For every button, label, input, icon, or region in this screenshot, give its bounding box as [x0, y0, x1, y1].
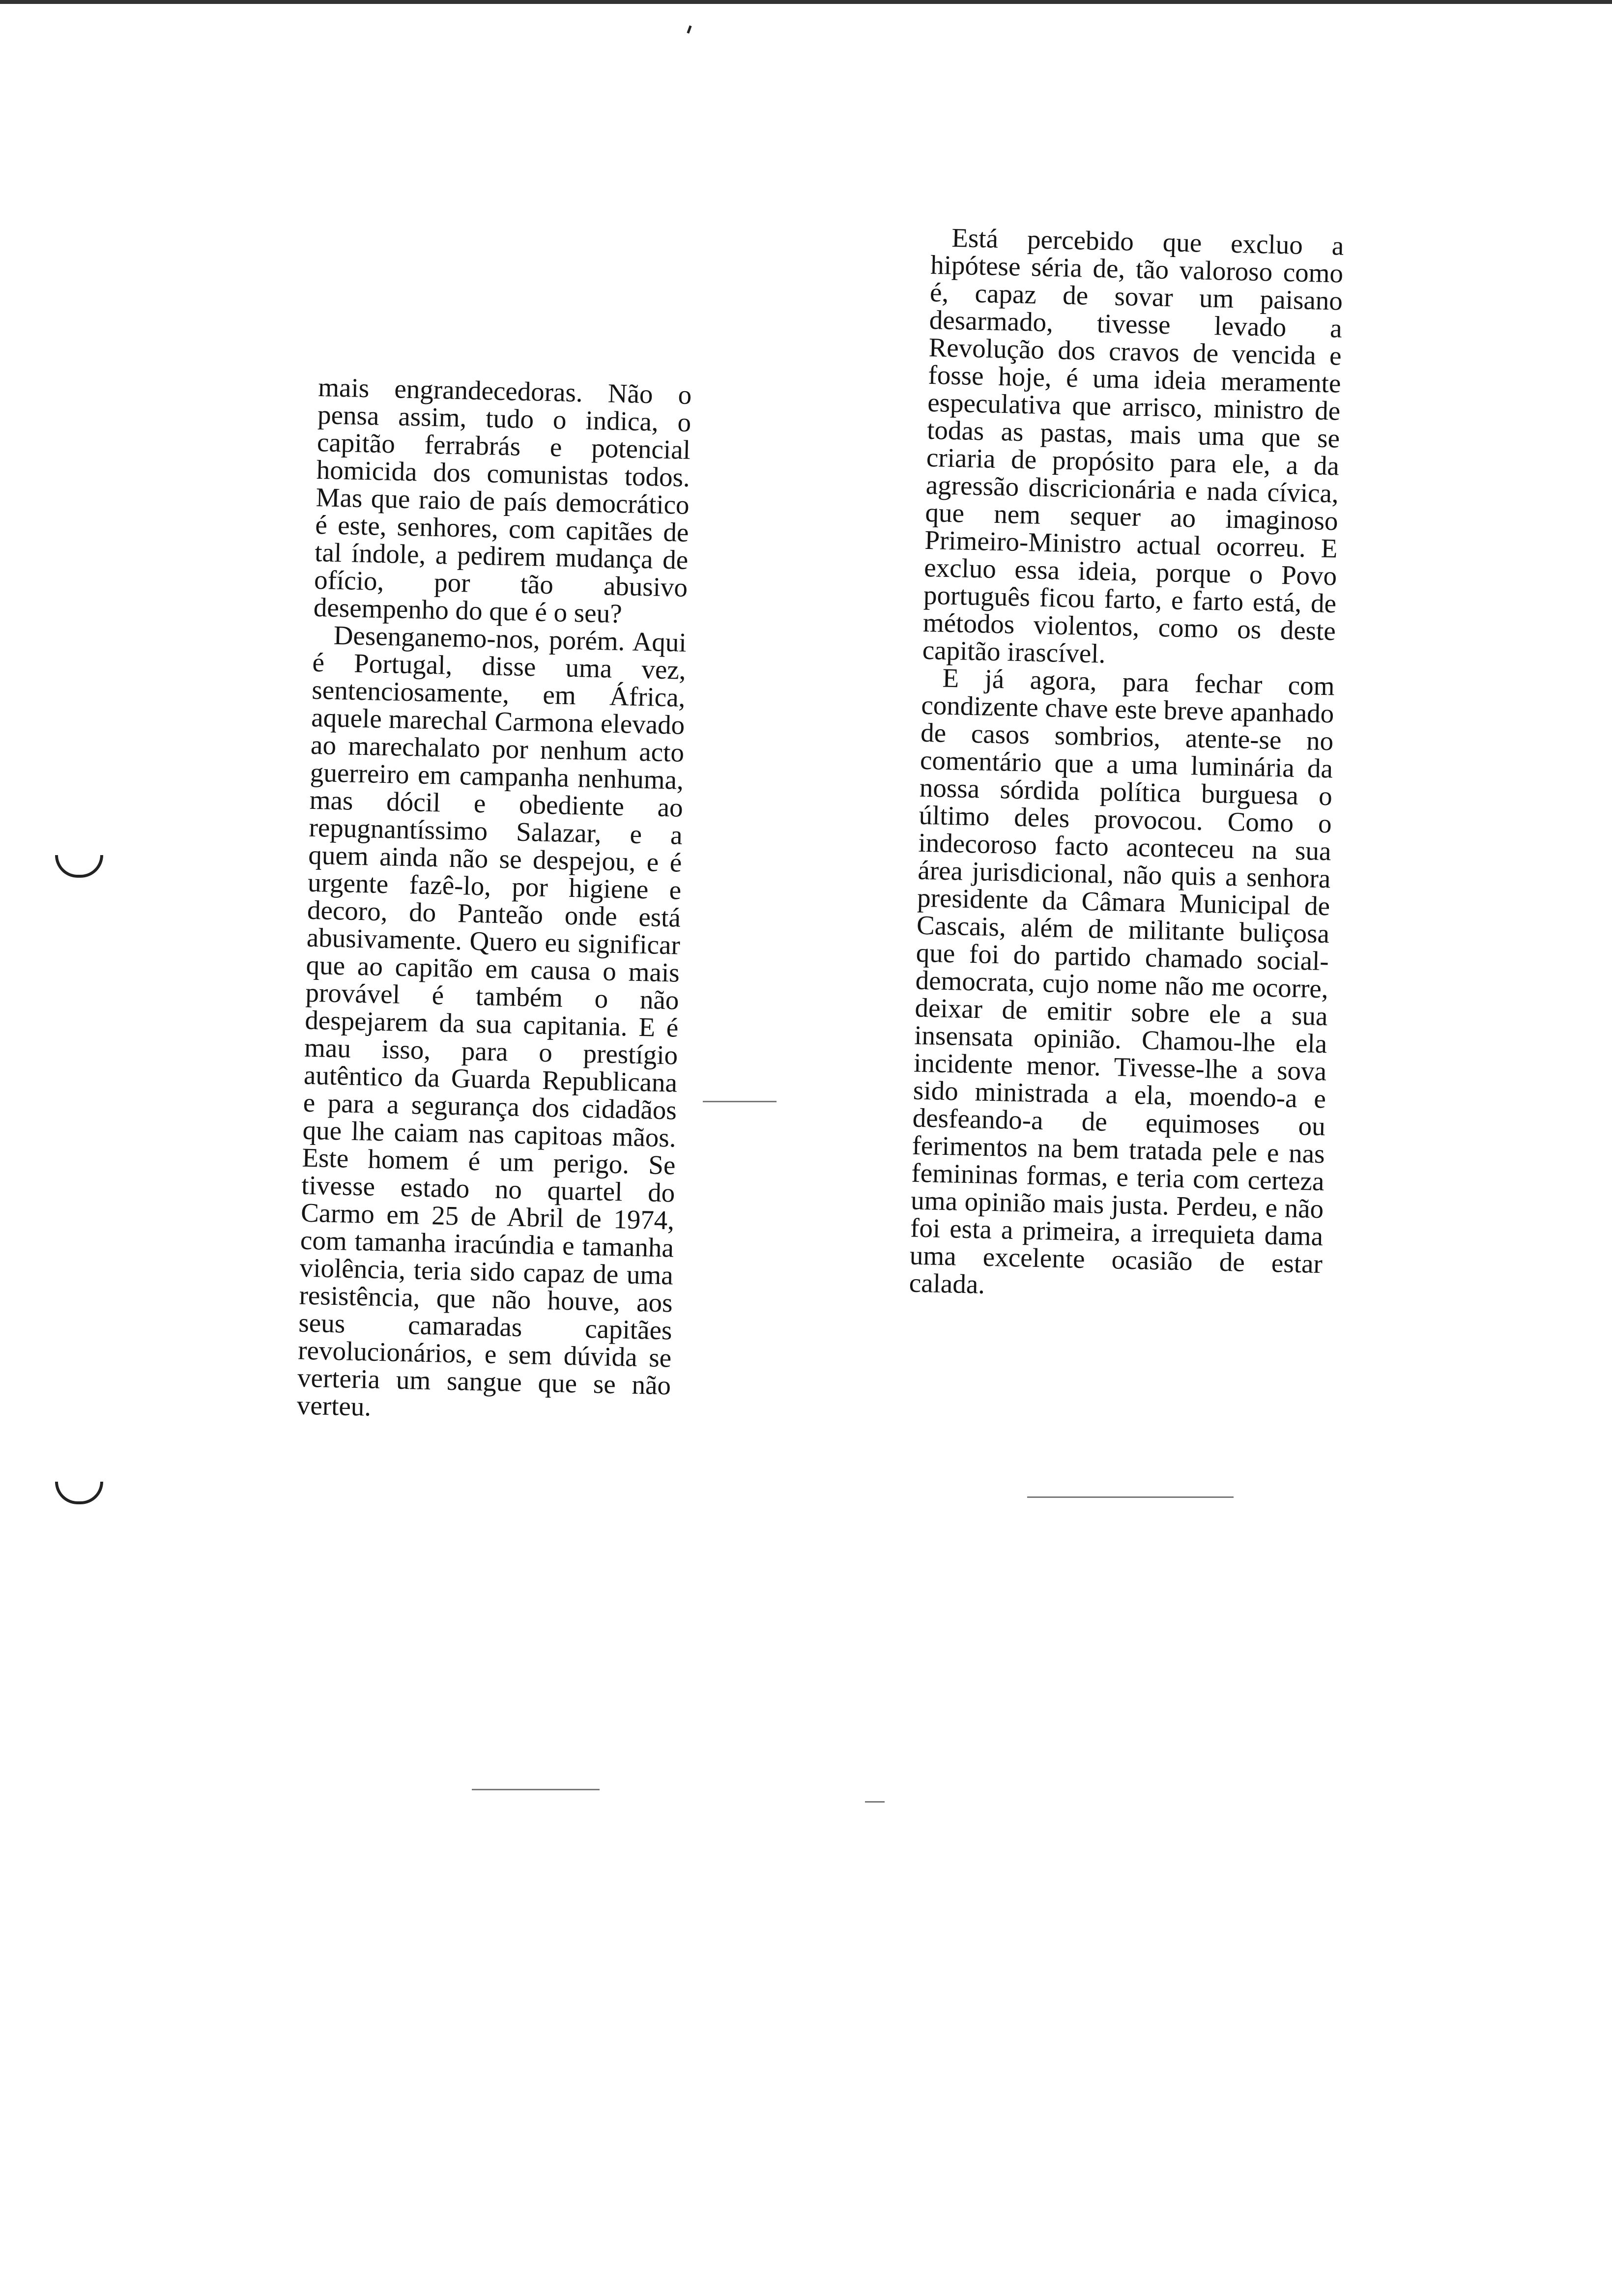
- binder-hole-mark-bottom: [55, 1482, 103, 1504]
- scan-noise: [865, 1801, 885, 1803]
- binder-hole-mark-top: [55, 855, 103, 878]
- scan-mark: [687, 26, 691, 34]
- scan-noise: [472, 1789, 600, 1790]
- scan-noise: [703, 1101, 777, 1102]
- paragraph: Desenganemo-nos, porém. Aqui é Portugal, disse uma vez, sentenciosamente, em África, aquele marechal Carmona elevado ao marechalato por nenhum acto guerreiro em campanha nenhuma, mas dócil e obediente ao repugnantíssimo Salazar, e a quem ainda não se despejou, e é urgente fazê-lo, por higiene e decoro, do Panteão onde está abusivamente. Quero eu significar que ao capitão em causa o mais provável é também o não despejarem da sua capitania. E é mau isso, para o prestígio autêntico da Guarda Republicana e para a segurança dos cidadãos que lhe caiam nas capitoas mãos. Este homem é um perigo. Se tivesse estado no quartel do Carmo em 25 de Abril de 1974, com tamanha iracúndia e tamanha violência, teria sido capaz de uma resistência, que não houve, aos seus camaradas capitães revolucionários, e sem dúvida se verteria um sangue que se não verteu.: [296, 620, 687, 1422]
- article-column-left: [296, 373, 691, 1427]
- paragraph: mais engrandecedoras. Não o pensa assim, tudo o indica, o capitão ferrabrás e potencial homicida dos comunistas todos. Mas que raio de país democrático é este, senhores, com capitães de tal índole, a pedirem mudança de ofício, por tão abusivo desempenho do que é o seu?: [313, 372, 692, 629]
- article-column-right: [909, 224, 1344, 1305]
- scan-top-edge: [0, 0, 1612, 4]
- paragraph: E já agora, para fechar com condizente chave este breve apanhado de casos sombrios, atente-se no comentário que a uma luminária da nossa sórdida política burguesa o último deles provocou. Como o indecoroso facto aconteceu na sua área jurisdicional, não quis a senhora presidente da Câmara Municipal de Cascais, além de militante buliçosa que foi do partido chamado social-democrata, cujo nome não me ocorre, deixar de emitir sobre ele a sua insensata opinião. Chamou-lhe ela incidente menor. Tivesse-lhe a sova sido ministrada a ela, moendo-a e desfeando-a de equimoses ou ferimentos na bem tratada pele e nas femininas formas, e teria com certeza uma opinião mais justa. Perdeu, e não foi esta a primeira, a irrequieta dama uma excelente ocasião de estar calada.: [909, 662, 1335, 1299]
- scan-noise: [1027, 1496, 1234, 1498]
- paragraph: Está percebido que excluo a hipótese séria de, tão valoroso como é, capaz de sovar um paisano desarmado, tivesse levado a Revolução dos cravos de vencida e fosse hoje, é uma ideia meramente especulativa que arrisco, ministro de todas as pastas, mais uma que se criaria de propósito para ele, a da agressão discricionária e nada cívica, que nem sequer ao imaginoso Primeiro-Ministro actual ocorreu. E excluo essa ideia, porque o Povo português ficou farto, e farto está, de métodos violentos, como os deste capitão irascível.: [922, 222, 1344, 669]
